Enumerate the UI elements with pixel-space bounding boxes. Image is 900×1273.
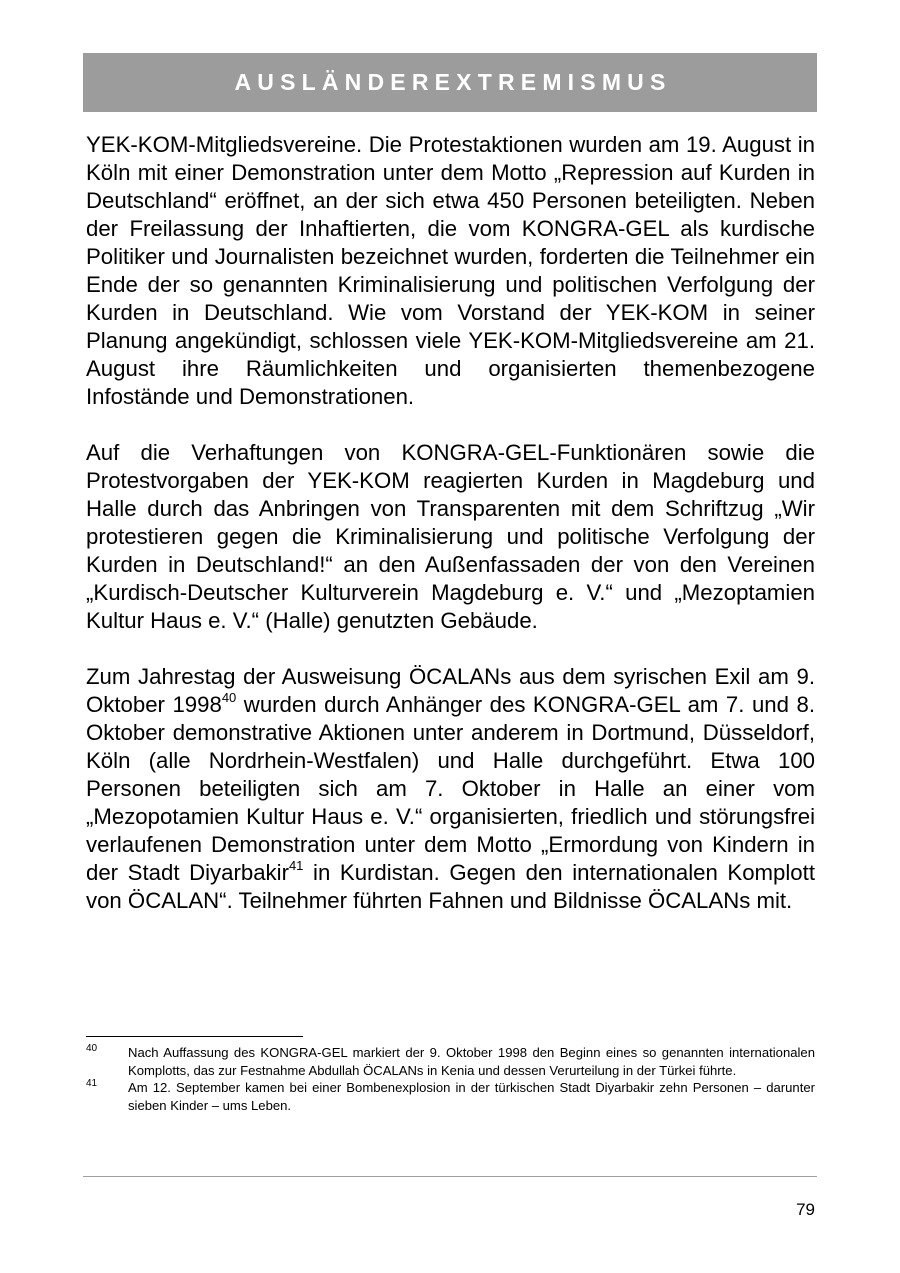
paragraph-1: YEK-KOM-Mitgliedsvereine. Die Protestaktionen wurden am 19. August in Köln mit einer Demonstration unter dem Motto „Repression auf Kurden in Deutschland“ eröffnet, an der sich etwa 450 Personen beteiligten. Neben der Freilassung der Inhaftierten, die vom KONGRA-GEL als kurdische Politiker und Journalisten bezeichnet wurden, forderten die Teilnehmer ein Ende der so genannten Kriminalisierung und politischen Verfolgung der Kurden in Deutschland. Wie vom Vorstand der YEK-KOM in seiner Planung angekündigt, schlossen viele YEK-KOM-Mitgliedsvereine am 21. August ihre Räumlichkeiten und organisierten themenbezogene Infostände und Demonstrationen. bbox=[86, 132, 815, 409]
footnote-number: 41 bbox=[86, 1078, 98, 1090]
paragraph-3-part-a: Zum Jahrestag der Ausweisung ÖCALANs aus dem syrischen Exil am 9. Oktober 1998 bbox=[86, 664, 815, 717]
paragraph-3-part-c: in Kurdistan. Gegen den internationalen Komplott von ÖCALAN“. Teilnehmer führten Fahnen und Bildnisse ÖCALANs mit. bbox=[86, 860, 815, 913]
footnote-text: Am 12. September kamen bei einer Bombenexplosion in der türkischen Stadt Diyarbakir zehn Personen – darunter sieben Kinder – ums Leben. bbox=[128, 1080, 815, 1113]
footer-divider bbox=[83, 1176, 817, 1177]
footnote-ref-40[interactable]: 40 bbox=[221, 689, 237, 705]
paragraph-3 bbox=[86, 663, 815, 915]
footnote-ref-41[interactable]: 41 bbox=[288, 857, 304, 873]
footnote-40 bbox=[86, 1044, 815, 1079]
footnote-number: 40 bbox=[86, 1043, 98, 1054]
footnote-41 bbox=[86, 1079, 815, 1114]
page-number: 79 bbox=[796, 1200, 815, 1219]
footnotes bbox=[86, 1044, 815, 1114]
paragraph-3-part-b: wurden durch Anhänger des KONGRA-GEL am 7. und 8. Oktober demonstrative Aktionen unter anderem in Dortmund, Düsseldorf, Köln (alle Nordrhein-Westfalen) und Halle durchgeführt. Etwa 100 Personen beteiligten sich am 7. Oktober in Halle an einer vom „Mezopotamien Kultur Haus e. V.“ organisierten, friedlich und störungsfrei verlaufenen Demonstration unter dem Motto „Ermordung von Kindern in der Stadt Diyarbakir bbox=[86, 692, 815, 885]
section-header-band bbox=[83, 53, 817, 112]
footnote-separator bbox=[86, 1036, 303, 1037]
section-title: AUSLÄNDEREXTREMISMUS bbox=[234, 69, 672, 95]
footnote-text: Nach Auffassung des KONGRA-GEL markiert der 9. Oktober 1998 den Beginn eines so genannten internationalen Komplotts, das zur Festnahme Abdullah ÖCALANs in Kenia und dessen Verurteilung in der Türkei führte. bbox=[128, 1045, 815, 1078]
paragraph-2: Auf die Verhaftungen von KONGRA-GEL-Funktionären sowie die Protestvorgaben der YEK-KOM reagierten Kurden in Magdeburg und Halle durch das Anbringen von Transparenten mit dem Schriftzug „Wir protestieren gegen die Kriminalisierung und politische Verfolgung der Kurden in Deutschland!“ an den Außenfassaden der von den Vereinen „Kurdisch-Deutscher Kulturverein Magdeburg e. V.“ und „Mezoptamien Kultur Haus e. V.“ (Halle) genutzten Gebäude. bbox=[86, 440, 815, 633]
body-text bbox=[86, 131, 815, 915]
